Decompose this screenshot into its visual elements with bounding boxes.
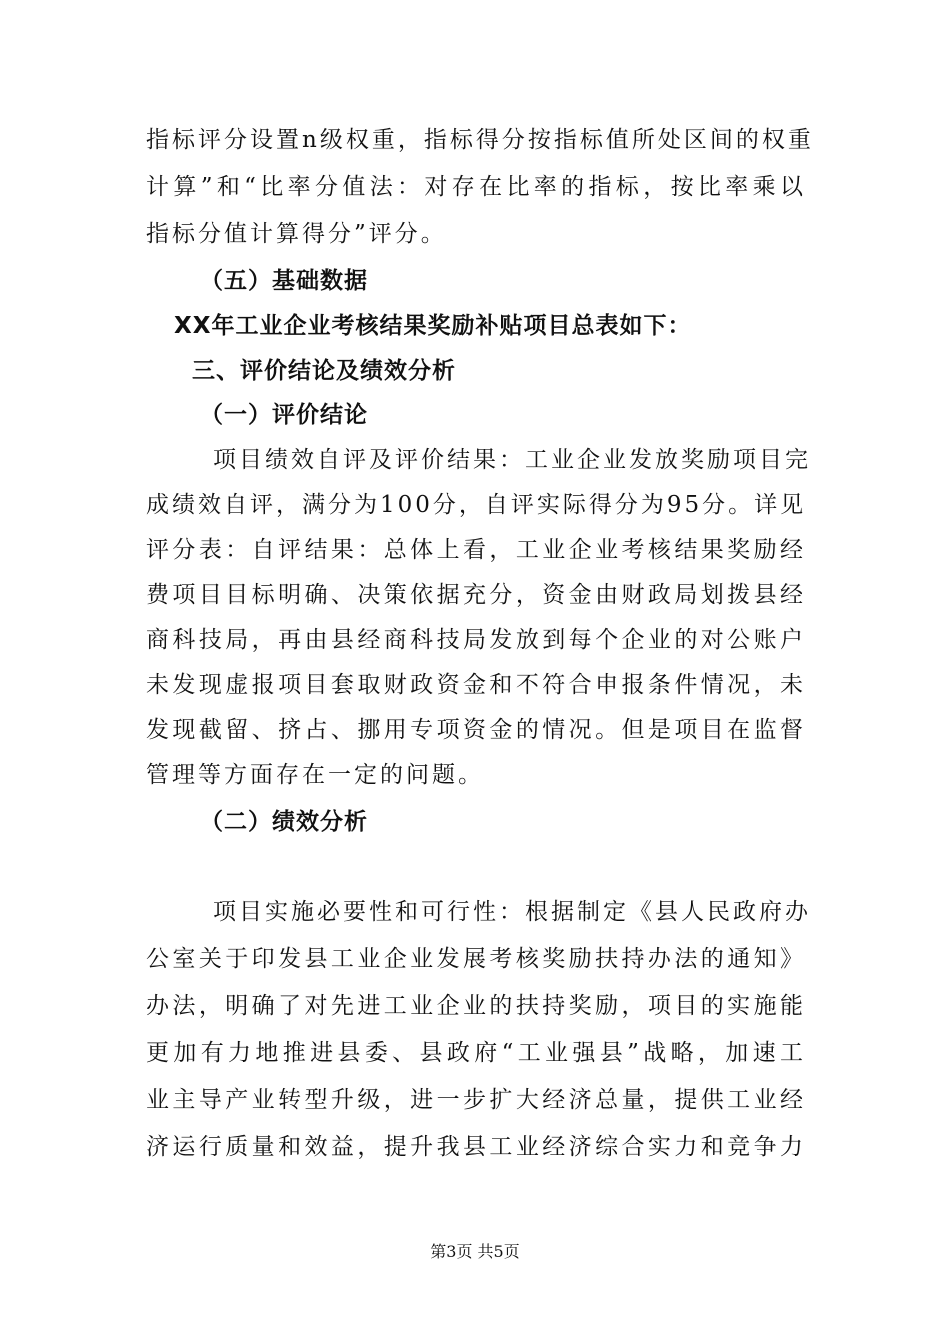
paragraph-2-line-3: 评分表：自评结果：总体上看，工业企业考核结果奖励经: [146, 537, 806, 563]
paragraph-2-line-2: 成绩效自评，满分为100分，自评实际得分为95分。详见: [146, 492, 807, 518]
paragraph-2-line-1: 项目绩效自评及评价结果：工业企业发放奖励项目完: [213, 447, 811, 473]
paragraph-2-line-4: 费项目目标明确、决策依据充分，资金由财政局划拨县经: [146, 582, 806, 608]
paragraph-2-line-6: 未发现虚报项目套取财政资金和不符合申报条件情况，未: [146, 672, 806, 698]
heading-basic-data: （五）基础数据: [200, 268, 368, 294]
paragraph-1-line-3: 指标分值计算得分”评分。: [146, 221, 447, 247]
heading-analysis: （二）绩效分析: [200, 809, 368, 835]
paragraph-1-line-2: 计算”和“比率分值法：对存在比率的指标，按比率乘以: [146, 174, 806, 200]
heading-section-three: 三、评价结论及绩效分析: [192, 358, 456, 384]
paragraph-3-line-6: 济运行质量和效益，提升我县工业经济综合实力和竞争力: [146, 1134, 806, 1160]
page-indicator: 第3页 共5页: [430, 1242, 520, 1261]
heading-conclusion: （一）评价结论: [200, 402, 368, 428]
paragraph-2-line-8: 管理等方面存在一定的问题。: [146, 762, 484, 788]
paragraph-3-line-4: 更加有力地推进县委、县政府“工业强县”战略，加速工: [146, 1040, 806, 1066]
paragraph-2-line-7: 发现截留、挤占、挪用专项资金的情况。但是项目在监督: [146, 717, 806, 743]
page-footer: [0, 1240, 950, 1264]
paragraph-3-line-3: 办法，明确了对先进工业企业的扶持奖励，项目的实施能: [146, 993, 806, 1019]
paragraph-3-line-5: 业主导产业转型升级，进一步扩大经济总量，提供工业经: [146, 1087, 806, 1113]
heading-summary-table: XX年工业企业考核结果奖励补贴项目总表如下：: [174, 313, 692, 339]
paragraph-1-line-1: 指标评分设置n级权重，指标得分按指标值所处区间的权重: [146, 127, 814, 153]
paragraph-3-line-1: 项目实施必要性和可行性：根据制定《县人民政府办: [213, 899, 811, 925]
paragraph-3-line-2: 公室关于印发县工业企业发展考核奖励扶持办法的通知》: [146, 946, 806, 972]
paragraph-2-line-5: 商科技局，再由县经商科技局发放到每个企业的对公账户: [146, 627, 806, 653]
